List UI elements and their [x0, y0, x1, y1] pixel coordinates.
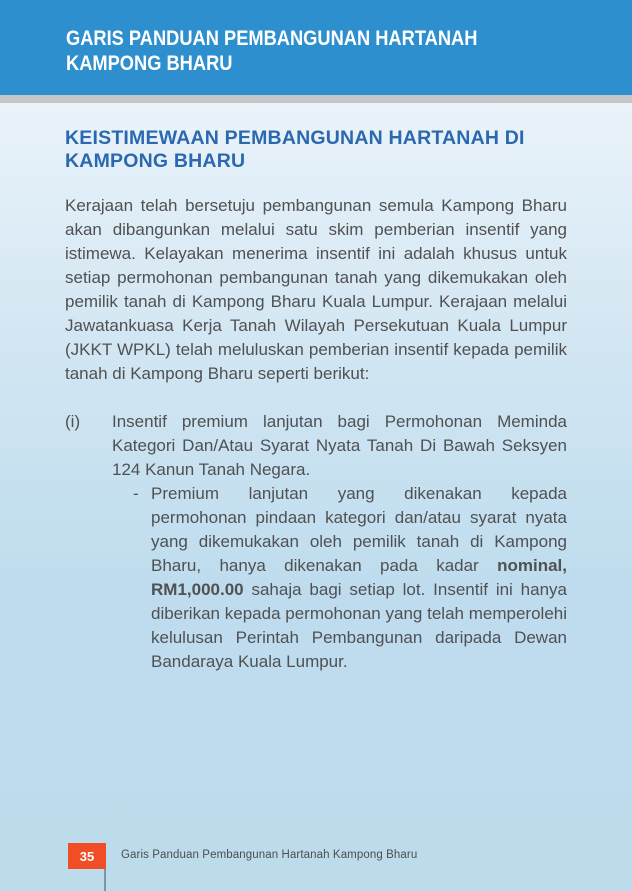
section-heading: KEISTIMEWAAN PEMBANGUNAN HARTANAH DI KAMPONG BHARU — [65, 127, 525, 172]
intro-paragraph: Kerajaan telah bersetuju pembangunan semula Kampong Bharu akan dibangunkan melalui satu skim pemberian insentif yang istimewa. Kelayakan menerima insentif ini adalah khusus untuk setiap permohonan pembangunan tanah yang dikemukakan oleh pemilik tanah di Kampong Bharu Kuala Lumpur. Kerajaan melalui Jawatankuasa Kerja Tanah Wilayah Persekutuan Kuala Lumpur (JKKT WPKL) telah meluluskan pemberian insentif kepada pemilik tanah di Kampong Bharu seperti berikut: — [65, 196, 567, 383]
list-item-text: Insentif premium lanjutan bagi Permohonan Meminda Kategori Dan/Atau Syarat Nyata Tanah Di Bawah Seksyen 124 Kanun Tanah Negara. — [112, 412, 567, 479]
page-number-badge — [68, 843, 106, 869]
page-content — [0, 103, 632, 891]
document-title — [66, 26, 477, 76]
document-title-line-2: KAMPONG BHARU — [66, 52, 233, 75]
footer-rule — [104, 869, 106, 891]
sub-list-text — [151, 482, 567, 674]
sub-list-text-after: sahaja bagi setiap lot. Insentif ini hanya diberikan kepada permohonan yang telah memperolehi kelulusan Perintah Pembangunan daripada Dewan Bandaraya Kuala Lumpur. — [151, 580, 567, 671]
header-banner — [0, 0, 632, 95]
list-item-body — [112, 410, 567, 674]
list-item-marker: (i) — [65, 412, 81, 431]
list-item-i — [65, 410, 567, 674]
sub-list-text-before: Premium lanjutan yang dikenakan kepada permohonan pindaan kategori dan/atau syarat nyata yang dikemukakan oleh pemilik tanah di Kampong Bharu, hanya dikenakan pada kadar — [151, 484, 567, 575]
header-divider — [0, 95, 632, 103]
sub-list-text-bold: nominal, RM1,000.00 — [151, 556, 567, 599]
footer-title: Garis Panduan Pembangunan Hartanah Kampong Bharu — [121, 849, 418, 861]
document-title-line-1: GARIS PANDUAN PEMBANGUNAN HARTANAH — [66, 27, 478, 50]
sub-list-item — [133, 482, 567, 674]
page-number: 35 — [79, 848, 95, 864]
sub-list-marker: - — [133, 484, 139, 503]
